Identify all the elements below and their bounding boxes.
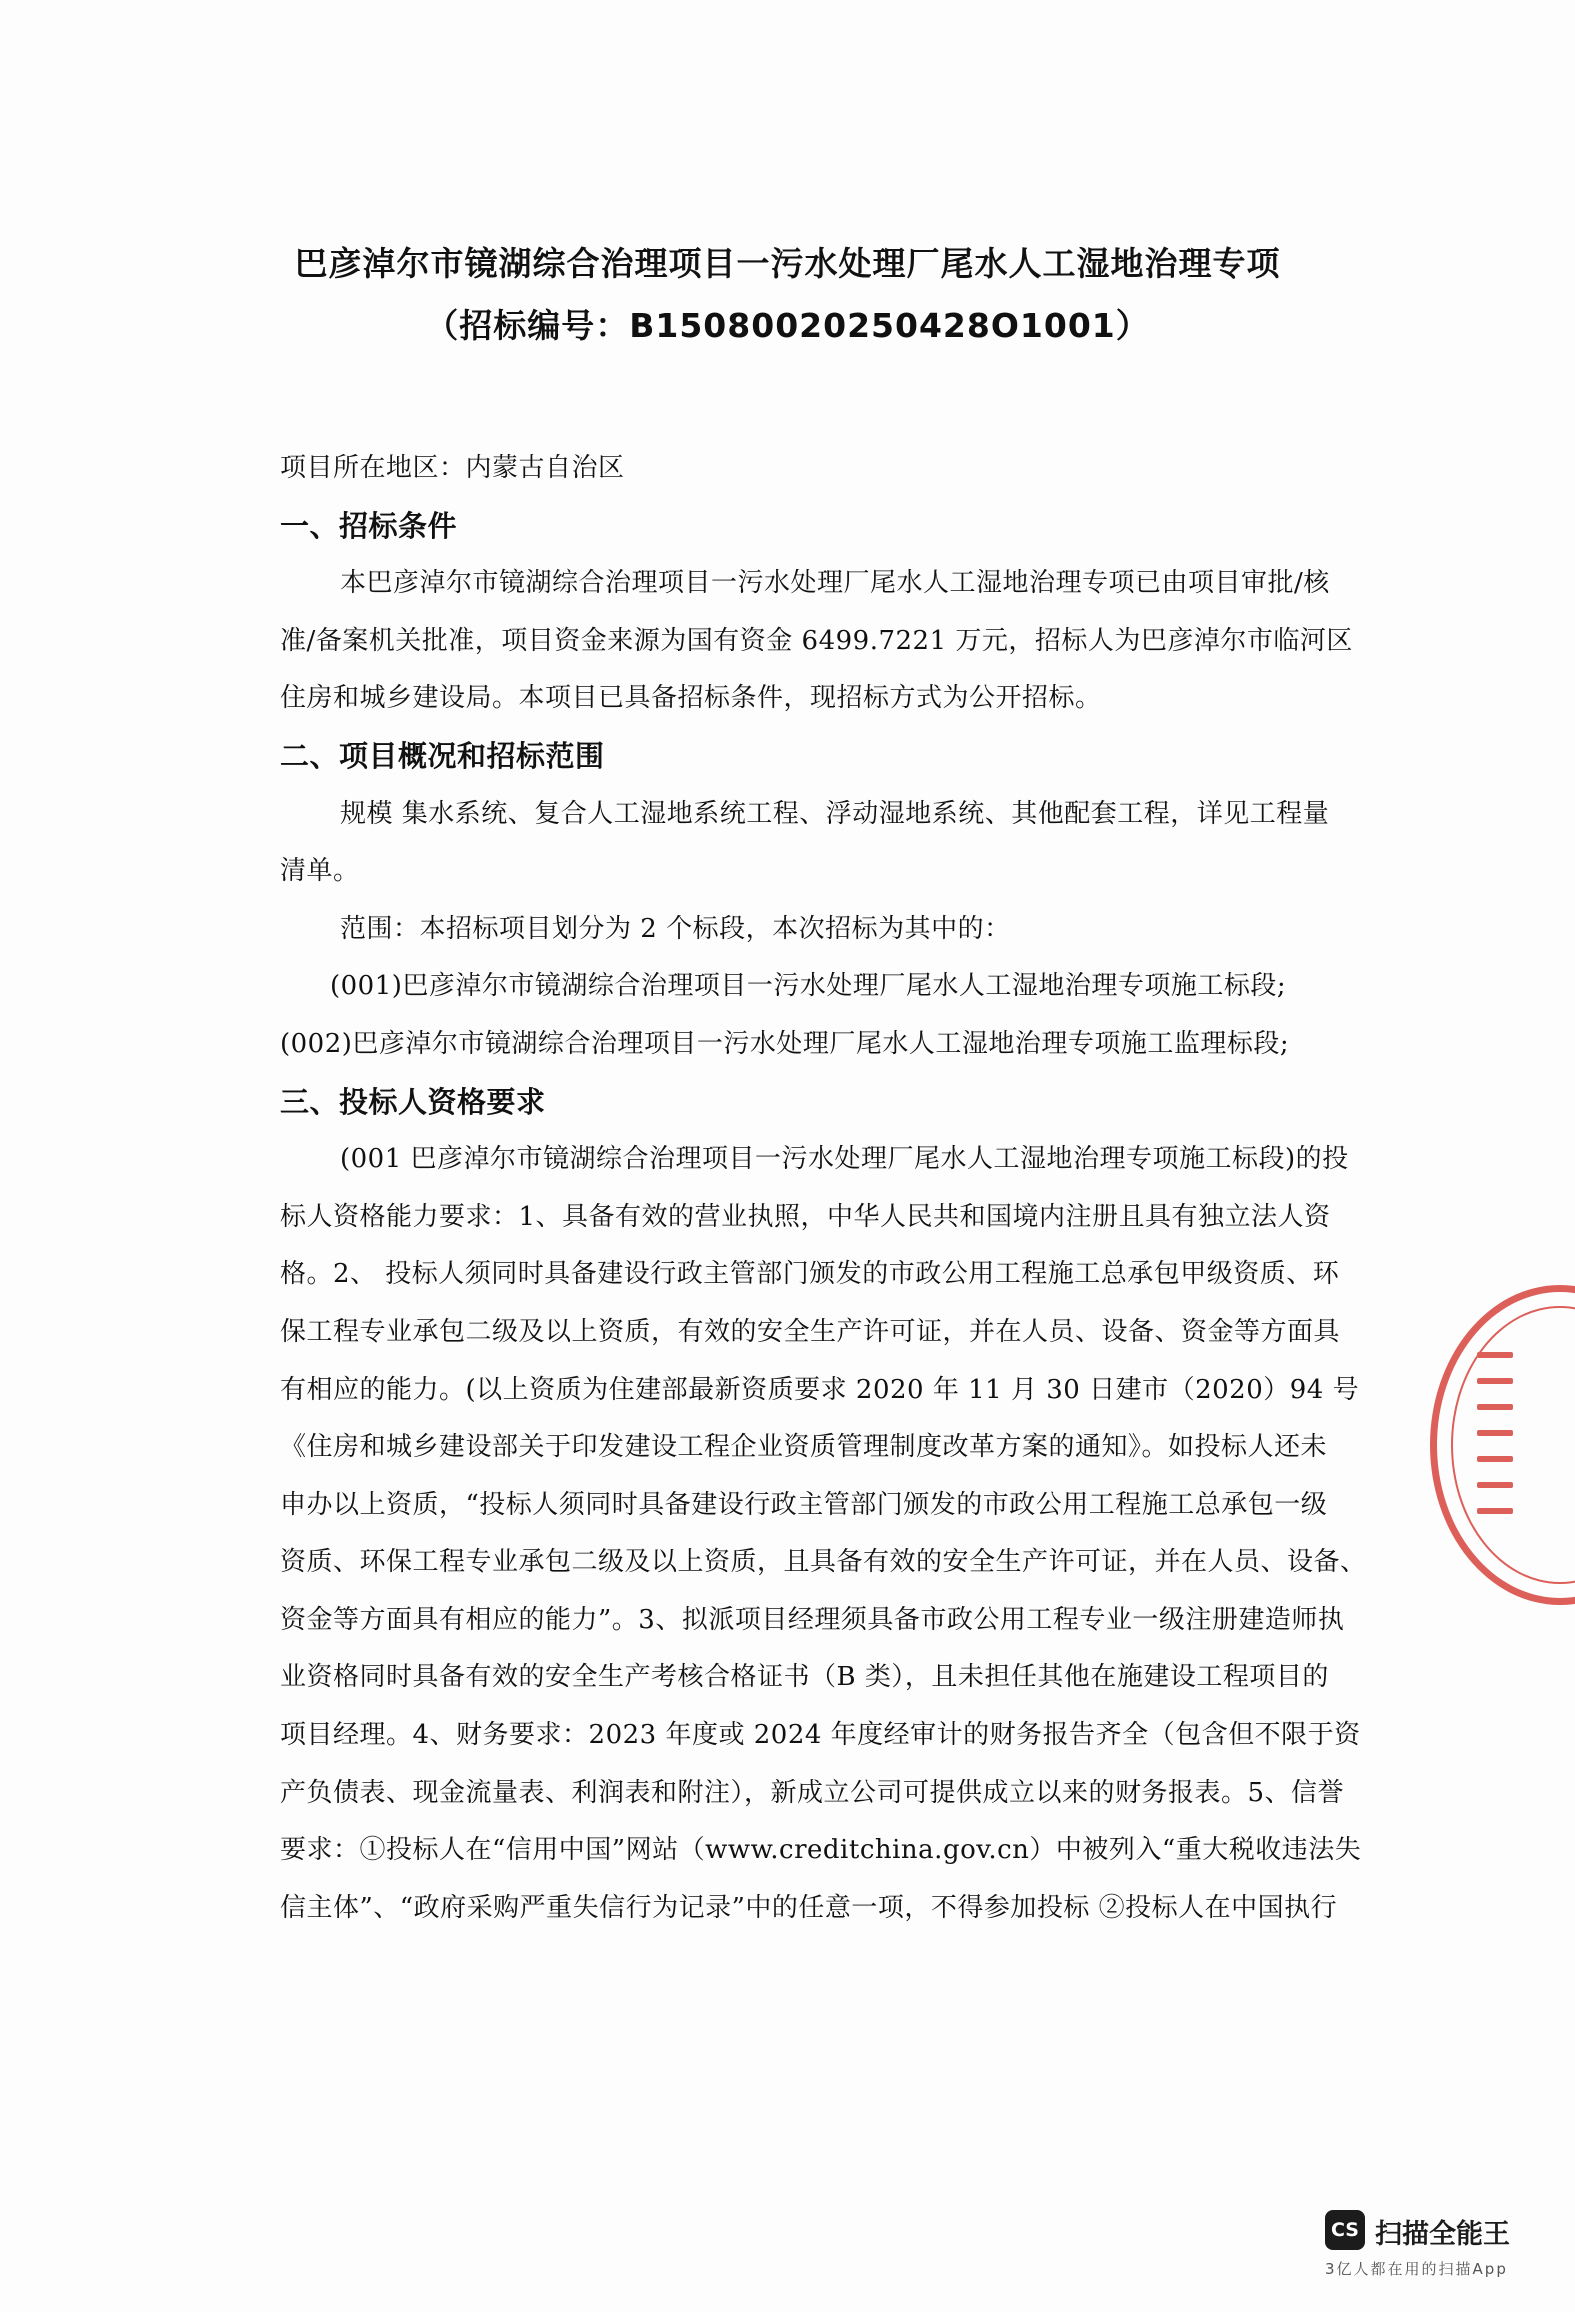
paragraph-line: 范围：本招标项目划分为 2 个标段，本次招标为其中的： <box>340 913 1011 944</box>
scanner-app-watermark <box>1315 2210 1555 2286</box>
camscanner-logo-icon: CS <box>1325 2210 1365 2250</box>
paragraph-line: 资金等方面具有相应的能力”。3、拟派项目经理须具备市政公用工程专业一级注册建造师执 <box>280 1604 1345 1635</box>
paragraph-line: 《住房和城乡建设部关于印发建设工程企业资质管理制度改革方案的通知》。如投标人还未 <box>280 1432 1328 1463</box>
paragraph-line: 本巴彦淖尔市镜湖综合治理项目一污水处理厂尾水人工湿地治理专项已由项目审批/核 <box>340 568 1330 599</box>
tender-number: （招标编号：B15080020250428O1001） <box>425 306 1150 345</box>
seal-glyphs <box>1467 1332 1527 1572</box>
section-heading-bidder-qualifications: 三、投标人资格要求 <box>280 1084 546 1119</box>
paragraph-line: 准/备案机关批准，项目资金来源为国有资金 6499.7221 万元，招标人为巴彦淖尔市临河区 <box>280 625 1353 656</box>
watermark-slogan: 3亿人都在用的扫描App <box>1325 2260 1508 2278</box>
document-title: 巴彦淖尔市镜湖综合治理项目一污水处理厂尾水人工湿地治理专项 <box>294 244 1281 283</box>
paragraph-line: 申办以上资质，“投标人须同时具备建设行政主管部门颁发的市政公用工程施工总承包一级 <box>280 1489 1328 1520</box>
paragraph-line: (001 巴彦淖尔市镜湖综合治理项目一污水处理厂尾水人工湿地治理专项施工标段)的投 <box>340 1144 1349 1175</box>
official-seal-stamp <box>1430 1285 1575 1605</box>
lot-item: (001)巴彦淖尔市镜湖综合治理项目一污水处理厂尾水人工湿地治理专项施工标段; <box>330 971 1287 1002</box>
section-heading-bidding-conditions: 一、招标条件 <box>280 508 458 543</box>
paragraph-line: 资质、环保工程专业承包二级及以上资质，且具备有效的安全生产许可证，并在人员、设备、 <box>280 1547 1367 1578</box>
project-region: 项目所在地区：内蒙古自治区 <box>280 453 625 483</box>
paragraph-line: 项目经理。4、财务要求：2023 年度或 2024 年度经审计的财务报告齐全（包含但不限于资 <box>280 1720 1361 1751</box>
paragraph-line: 标人资格能力要求：1、具备有效的营业执照，中华人民共和国境内注册且具有独立法人资 <box>280 1201 1331 1232</box>
watermark-app-name: 扫描全能王 <box>1375 2219 1510 2250</box>
document-body <box>280 440 1367 1937</box>
paragraph-line: 产负债表、现金流量表、利润表和附注），新成立公司可提供成立以来的财务报表。5、信誉 <box>280 1777 1345 1808</box>
paragraph-line: 格。2、 投标人须同时具备建设行政主管部门颁发的市政公用工程施工总承包甲级资质、环 <box>280 1259 1340 1290</box>
paragraph-line: 要求：①投标人在“信用中国”网站（www.creditchina.gov.cn）中被列入“重大税收违法失 <box>280 1835 1362 1866</box>
paragraph-line: 清单。 <box>280 856 360 887</box>
paragraph-line: 保工程专业承包二级及以上资质，有效的安全生产许可证，并在人员、设备、资金等方面具 <box>280 1316 1341 1347</box>
paragraph-line: 信主体”、“政府采购严重失信行为记录”中的任意一项，不得参加投标 ②投标人在中国执行 <box>280 1892 1338 1923</box>
paragraph-line: 有相应的能力。(以上资质为住建部最新资质要求 2020 年 11 月 30 日建市（2020）94 号 <box>280 1374 1360 1405</box>
lot-item: (002)巴彦淖尔市镜湖综合治理项目一污水处理厂尾水人工湿地治理专项施工监理标段; <box>280 1028 1290 1059</box>
paragraph-line: 业资格同时具备有效的安全生产考核合格证书（B 类），且未担任其他在施建设工程项目的 <box>280 1662 1329 1693</box>
paragraph-line: 规模 集水系统、复合人工湿地系统工程、浮动湿地系统、其他配套工程，详见工程量 <box>340 798 1330 829</box>
paragraph-line: 住房和城乡建设局。本项目已具备招标条件，现招标方式为公开招标。 <box>280 683 1102 714</box>
section-heading-project-overview: 二、项目概况和招标范围 <box>280 738 605 773</box>
